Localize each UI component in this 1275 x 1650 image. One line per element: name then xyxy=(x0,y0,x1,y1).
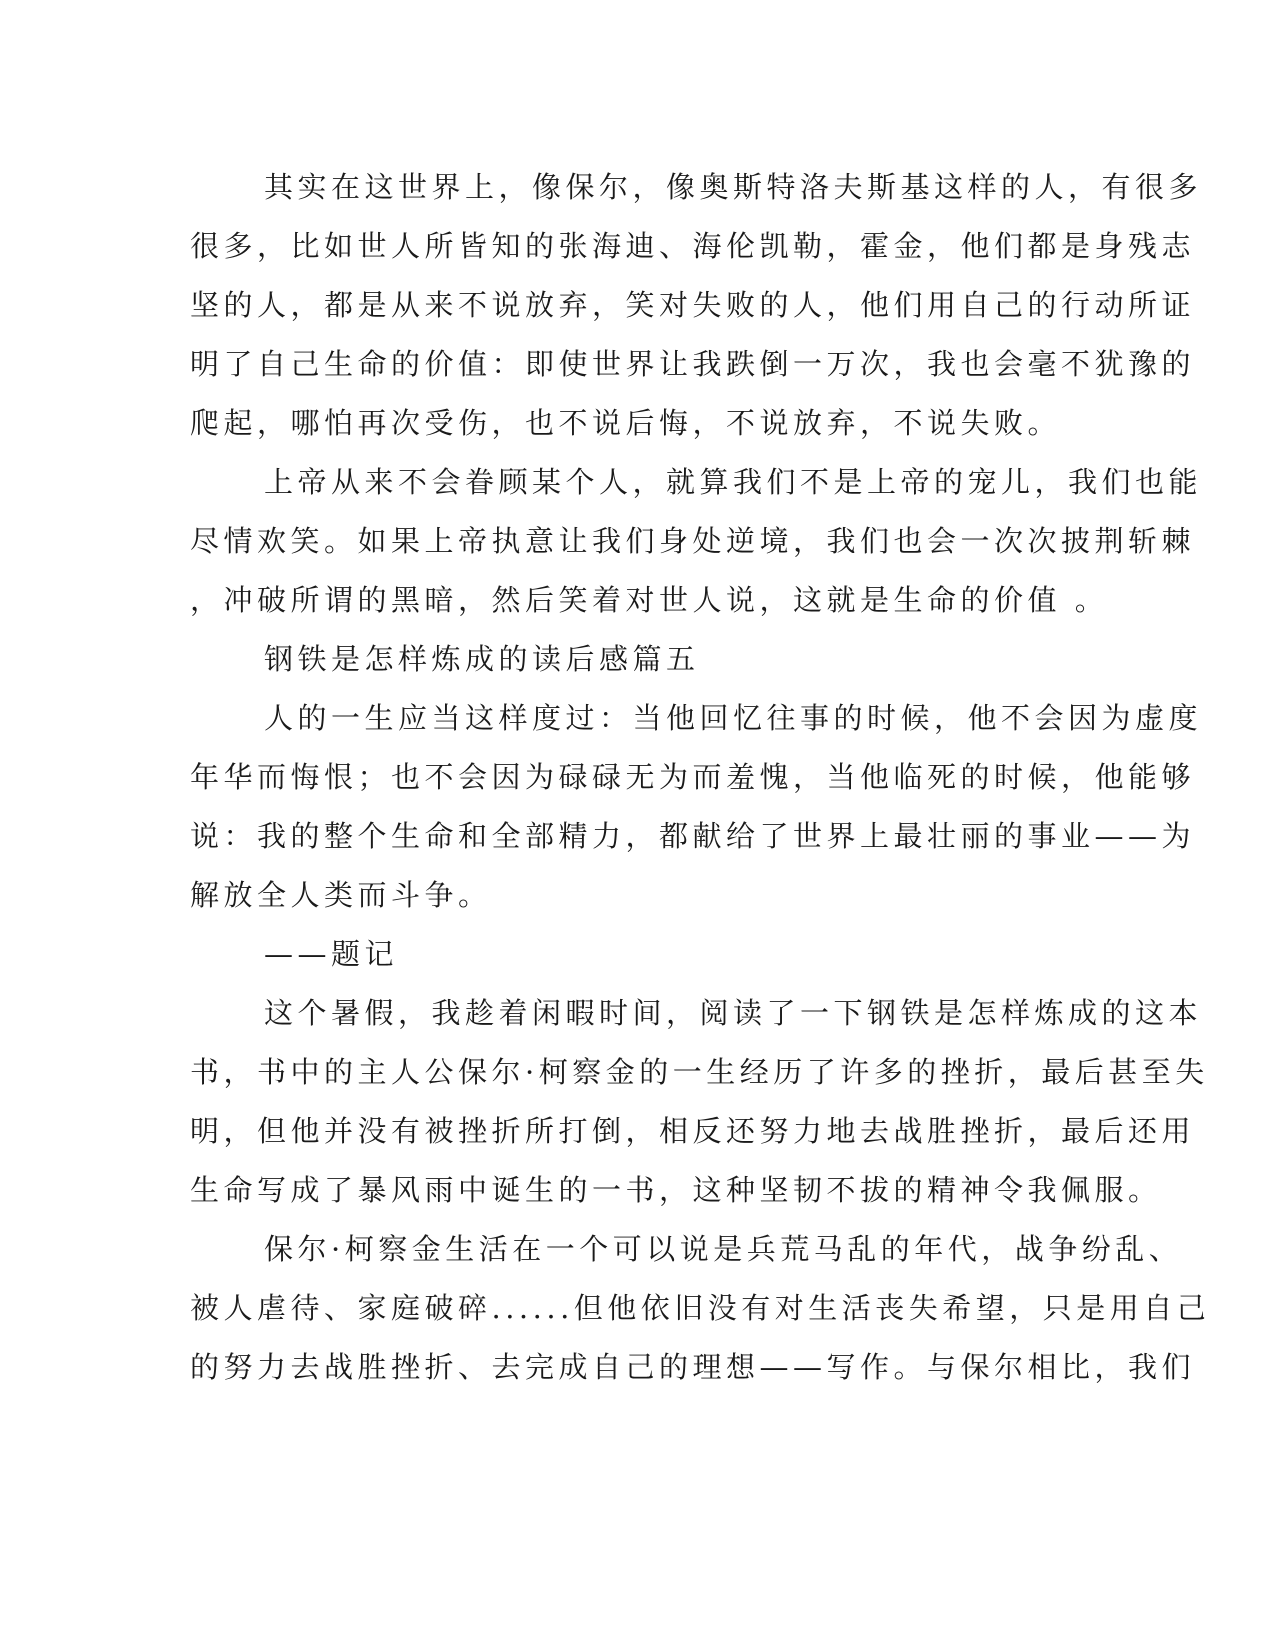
text-line: 被人虐待、家庭破碎......但他依旧没有对生活丧失希望，只是用自己 xyxy=(190,1291,1211,1325)
text-line: 说：我的整个生命和全部精力，都献给了世界上最壮丽的事业——为 xyxy=(190,819,1196,853)
text-line: 尽情欢笑。如果上帝执意让我们身处逆境，我们也会一次次披荆斩棘 xyxy=(190,524,1196,558)
text-line: 这个暑假，我趁着闲暇时间，阅读了一下钢铁是怎样炼成的这本 xyxy=(264,996,1203,1030)
text-line: 保尔·柯察金生活在一个可以说是兵荒马乱的年代，战争纷乱、 xyxy=(264,1232,1183,1266)
text-line: 明，但他并没有被挫折所打倒，相反还努力地去战胜挫折，最后还用 xyxy=(190,1114,1196,1148)
text-line: 书，书中的主人公保尔·柯察金的一生经历了许多的挫折，最后甚至失 xyxy=(190,1055,1209,1089)
text-line: 坚的人，都是从来不说放弃，笑对失败的人，他们用自己的行动所证 xyxy=(190,288,1196,322)
text-line: 明了自己生命的价值：即使世界让我跌倒一万次，我也会毫不犹豫的 xyxy=(190,347,1196,381)
text-line: 的努力去战胜挫折、去完成自己的理想——写作。与保尔相比，我们 xyxy=(190,1350,1196,1384)
epigraph-attribution: ——题记 xyxy=(264,937,399,971)
text-line: 爬起，哪怕再次受伤，也不说后悔，不说放弃，不说失败。 xyxy=(190,406,1062,440)
text-line: 其实在这世界上，像保尔，像奥斯特洛夫斯基这样的人，有很多 xyxy=(264,170,1203,204)
text-line: 上帝从来不会眷顾某个人，就算我们不是上帝的宠儿，我们也能 xyxy=(264,465,1203,499)
text-line: 解放全人类而斗争。 xyxy=(190,878,492,912)
section-heading: 钢铁是怎样炼成的读后感篇五 xyxy=(264,642,700,676)
text-line: ，冲破所谓的黑暗，然后笑着对世人说，这就是生命的价值 。 xyxy=(190,583,1109,617)
document-body xyxy=(190,158,1211,1397)
text-line: 年华而悔恨；也不会因为碌碌无为而羞愧，当他临死的时候，他能够 xyxy=(190,760,1196,794)
text-line: 生命写成了暴风雨中诞生的一书，这种坚韧不拔的精神令我佩服。 xyxy=(190,1173,1162,1207)
text-line: 很多，比如世人所皆知的张海迪、海伦凯勒，霍金，他们都是身残志 xyxy=(190,229,1196,263)
text-line: 人的一生应当这样度过：当他回忆往事的时候，他不会因为虚度 xyxy=(264,701,1203,735)
